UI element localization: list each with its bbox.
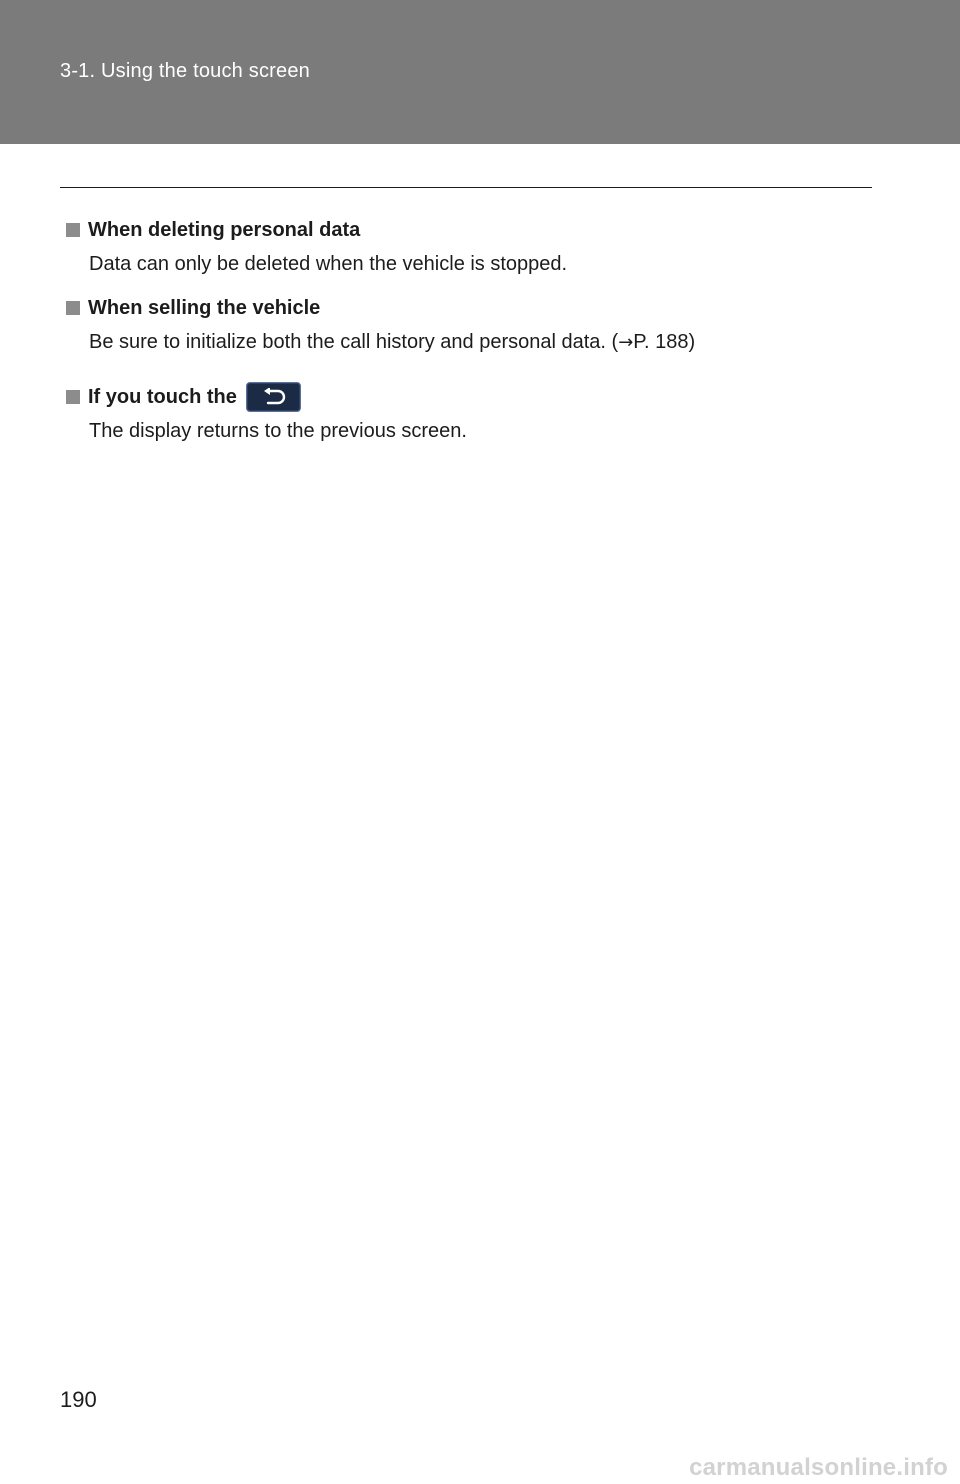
square-bullet-icon (66, 301, 80, 315)
page-header (0, 0, 960, 144)
section-body (89, 331, 695, 354)
divider-line (60, 187, 872, 188)
section-heading (66, 215, 567, 245)
back-button (246, 382, 301, 412)
body-text-end: ) (688, 331, 696, 353)
heading-text: If you touch the (88, 385, 237, 408)
page-number: 190 (60, 1387, 97, 1412)
right-arrow-icon: → (618, 332, 634, 353)
section-touch-back (66, 382, 467, 443)
section-body: Data can only be deleted when the vehicle is stopped. (89, 253, 568, 275)
section-heading (66, 382, 467, 412)
section-body: The display returns to the previous screen. (89, 420, 467, 442)
back-arrow-icon (260, 388, 286, 406)
body-text: Be sure to initialize both the call history and personal data. ( (89, 331, 619, 353)
section-deleting-personal-data (66, 215, 567, 276)
page-reference-link[interactable]: P. 188 (633, 331, 689, 353)
square-bullet-icon (66, 223, 80, 237)
square-bullet-icon (66, 390, 80, 404)
section-title: 3-1. Using the touch screen (60, 60, 310, 82)
heading-text: When selling the vehicle (88, 296, 321, 319)
section-selling-vehicle (66, 293, 695, 354)
heading-text: When deleting personal data (88, 218, 361, 241)
section-heading (66, 293, 695, 323)
watermark: carmanualsonline.info (689, 1454, 948, 1481)
